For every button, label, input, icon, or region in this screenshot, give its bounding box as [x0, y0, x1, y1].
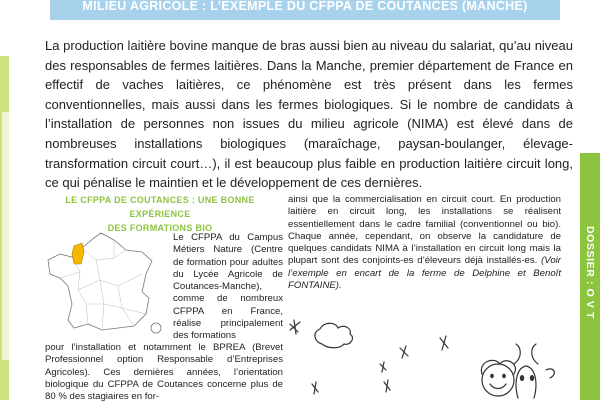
- sparkle-stroke-3: [400, 346, 408, 358]
- box-left-column-text: Le CFPPA du Campus Métiers Nature (Centre de formation pour adultes du Lycée Agricole de Coutances-Manche), comme de nombreux CFPPA en France, réalise principalement des formations: [173, 232, 283, 342]
- left-stripe-band: [2, 112, 9, 360]
- bull-ear: [546, 369, 554, 378]
- box-left-column-bottom-text: pour l’installation et notamment le BPREA (Brevet Professionnel option Responsable d’Entreprises Agricoles). Ces dernières années, l’orientation biologique du CFPPA de Coutances concerne plus de 80 % des stagiaires en for-: [45, 342, 283, 403]
- cloud-shape: [315, 323, 353, 348]
- cartoon-drawing: [288, 318, 560, 400]
- face-smile: [490, 384, 506, 389]
- sparkle-stroke-1: [290, 320, 300, 334]
- left-decorative-stripe: [0, 56, 9, 400]
- section-banner: [50, 0, 560, 20]
- face-head: [482, 364, 514, 396]
- dossier-tab-label: DOSSIER : O V T: [584, 226, 596, 320]
- bull-head: [516, 366, 536, 398]
- banner-title: MILIEU AGRICOLE : L’EXEMPLE DU CFPPA DE COUTANCES (MANCHE): [82, 0, 528, 13]
- corsica-island: [151, 323, 161, 333]
- sparkle-stroke-5: [380, 362, 386, 372]
- box-right-column-body: ainsi que la commercialisation en circuit court. En production laitière en circuit long, les installations se réalisent essentiellement dans le cadre familial (conventionnel ou bio). Chaque année, cependant, on observe la candidature de quelques candidats NIMA à l’installation en circuit long mais la plupart sont des conjoints-es d’éleveurs déjà installés-es.: [288, 194, 561, 267]
- bull-horn-right: [532, 344, 538, 364]
- dossier-side-tab: [580, 153, 600, 400]
- intro-paragraph: La production laitière bovine manque de bras aussi bien au niveau du salariat, qu’au niveau des responsables de fermes laitières. Dans la Manche, premier département de France en effectif de vaches laitières, ce phénomène est très présent dans les fermes conventionnelles, mais aussi dans les fermes biologiques. Si le nombre de candidats à l’installation de personnes non issues du milieu agricole (NIMA) est élevé dans de nombreuses installations biologiques (maraîchage, paysan-boulanger, élevage-transformation circuit court…), il est beaucoup plus faible en production laitière circuit long, ce qui pénalise le maintien et le développement de ces dernières.: [45, 38, 573, 191]
- sparkle-stroke-6: [384, 380, 390, 392]
- face-eye-right: [502, 374, 506, 378]
- box-right-column-text: [288, 194, 561, 292]
- box-title: [45, 193, 275, 235]
- box-title-line-1: LE CFPPA DE COUTANCES : UNE BONNE EXPÉRIENCE: [65, 195, 255, 219]
- bull-horn-left: [514, 344, 520, 364]
- bull-eye-right: [530, 375, 534, 381]
- box-right-column-note: (Voir l’exemple en encart de la ferme de Delphine et Benoît FONTAINE).: [288, 255, 561, 292]
- bull-eye-left: [520, 375, 524, 381]
- box-title-line-2: DES FORMATIONS BIO: [107, 223, 213, 233]
- sparkle-stroke-4: [312, 382, 318, 394]
- sparkle-stroke-2: [440, 336, 448, 350]
- face-eye-left: [490, 374, 494, 378]
- france-map-icon: [38, 230, 168, 340]
- face-hair: [481, 360, 515, 374]
